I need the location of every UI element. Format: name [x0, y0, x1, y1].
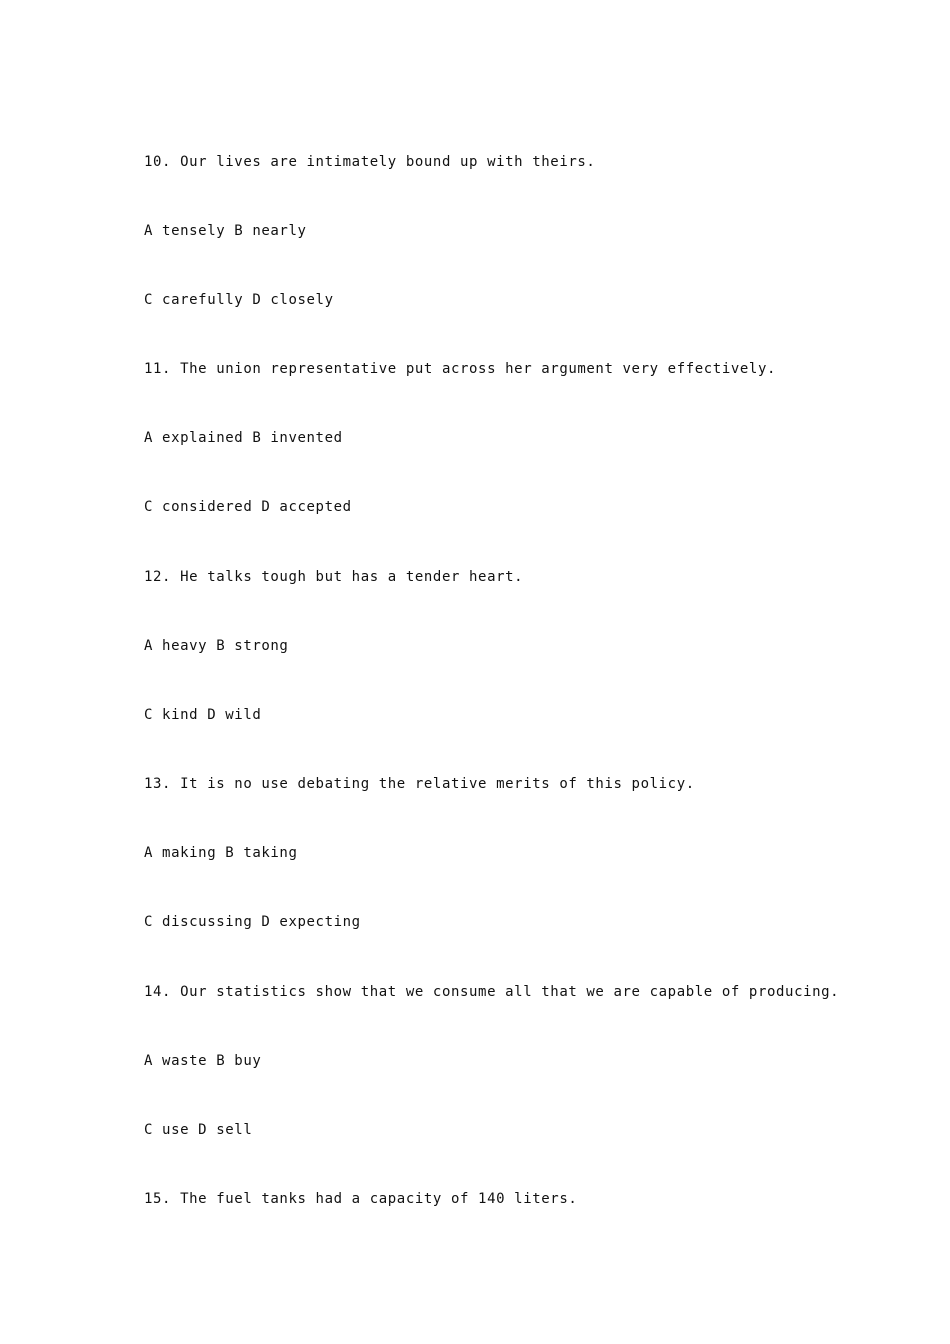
- question-15-stem: 15. The fuel tanks had a capacity of 140 liters.: [144, 1191, 578, 1207]
- question-10-options-ab: A tensely B nearly: [144, 223, 307, 239]
- question-11-options-cd: C considered D accepted: [144, 499, 352, 515]
- question-14-options-cd: C use D sell: [144, 1122, 253, 1138]
- question-14-stem: 14. Our statistics show that we consume all that we are capable of producing.: [144, 984, 840, 1000]
- question-14-options-ab: A waste B buy: [144, 1053, 262, 1069]
- question-10-options-cd: C carefully D closely: [144, 292, 334, 308]
- question-11-stem: 11. The union representative put across her argument very effectively.: [144, 361, 777, 377]
- question-13-options-cd: C discussing D expecting: [144, 914, 361, 930]
- question-13-options-ab: A making B taking: [144, 845, 298, 861]
- question-12-options-cd: C kind D wild: [144, 707, 262, 723]
- question-12-stem: 12. He talks tough but has a tender heart.: [144, 569, 524, 585]
- question-10-stem: 10. Our lives are intimately bound up with theirs.: [144, 154, 596, 170]
- question-13-stem: 13. It is no use debating the relative merits of this policy.: [144, 776, 695, 792]
- question-12-options-ab: A heavy B strong: [144, 638, 289, 654]
- question-11-options-ab: A explained B invented: [144, 430, 343, 446]
